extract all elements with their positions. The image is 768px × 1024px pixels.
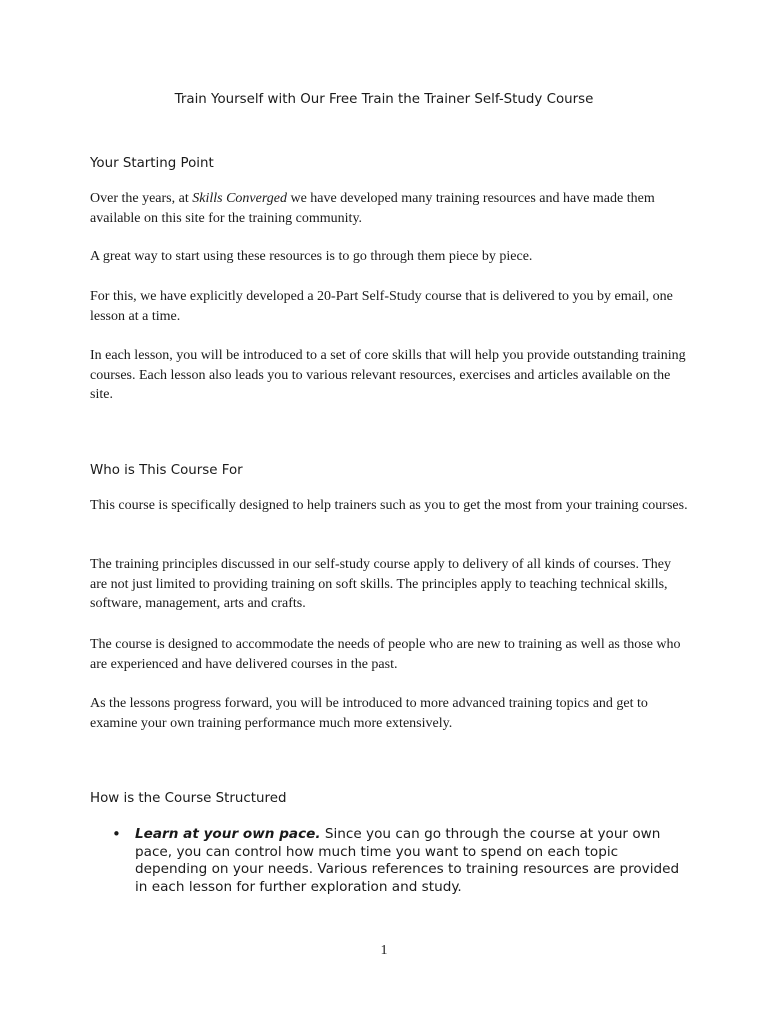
list-item-lead: Learn at your own pace. (135, 826, 321, 842)
paragraph: As the lessons progress forward, you will be introduced to more advanced training topics and get to examine your own training performance much more extensively. (90, 696, 648, 731)
site-name-italic: Skills Converged (192, 191, 287, 206)
document-title: Train Yourself with Our Free Train the Trainer Self-Study Course (174, 92, 594, 107)
bullet-icon: • (112, 825, 121, 843)
paragraph-text: we have developed many training resources and have made them available on this site for the training community. (90, 191, 655, 226)
paragraph (90, 189, 690, 228)
paragraph: The course is designed to accommodate the needs of people who are new to training as well as those who are experienced and have delivered courses in the past. (90, 637, 681, 672)
section-heading-starting-point: Your Starting Point (90, 156, 214, 171)
paragraph: For this, we have explicitly developed a 20-Part Self-Study course that is delivered to you by email, one lesson at a time. (90, 289, 673, 324)
paragraph: This course is specifically designed to help trainers such as you to get the most from your training courses. (90, 498, 688, 513)
section-heading-course-for: Who is This Course For (90, 463, 243, 478)
section-heading-course-structure: How is the Course Structured (90, 791, 287, 806)
list-item-body: Since you can go through the course at your own pace, you can control how much time you want to spend on each topic depending on your needs. Various references to training resources are provided in each lesson for further exploration and study. (135, 826, 680, 895)
paragraph-text: Over the years, at (90, 191, 193, 206)
paragraph: The training principles discussed in our self-study course apply to delivery of all kinds of courses. They are not just limited to providing training on soft skills. The principles apply to teaching technical skills, software, management, arts and crafts. (90, 557, 671, 611)
paragraph: In each lesson, you will be introduced to a set of core skills that will help you provide outstanding training courses. Each lesson also leads you to various relevant resources, exercises and articles available on the site. (90, 348, 686, 402)
page-number: 1 (380, 943, 388, 958)
list-item-text (135, 826, 680, 896)
paragraph: A great way to start using these resources is to go through them piece by piece. (90, 249, 533, 264)
